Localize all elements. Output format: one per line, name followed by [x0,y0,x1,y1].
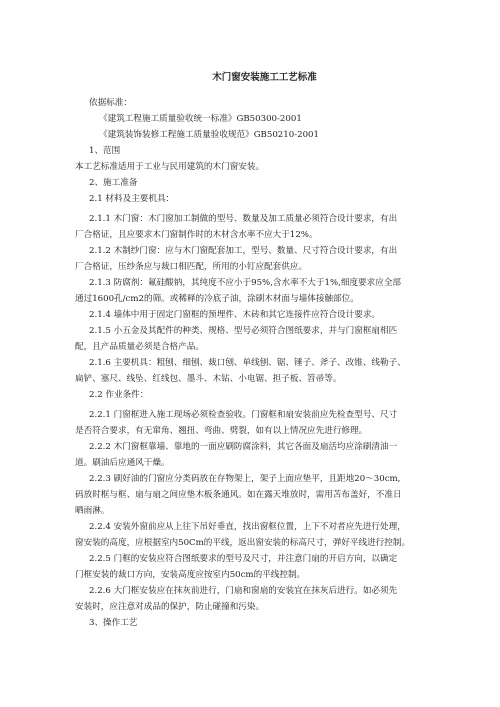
subsection-heading-materials: 2.1 材料及主要机具： [89,194,175,204]
paragraph-2-2-1-cont: 是否符合要求，有无窜角、翘扭、弯曲、劈裂，如有以上情况应先进行修理。 [75,426,368,436]
paragraph-2-2-5-cont: 门框安装的裁口方向，安装高度应按室内50cm的平线控制。 [75,570,306,580]
scope-text: 本工艺标准适用于工业与民用建筑的木门窗安装。 [75,162,265,172]
paragraph-2-1-2: 2.1.2 木制纱门窗：应与木门窗配套加工，型号、数量、尺寸符合设计要求，有出 [89,246,398,256]
section-heading-process: 3、操作工艺 [89,618,138,628]
paragraph-2-1-3: 2.1.3 防腐剂：氟硅酸钠，其纯度不应小于95%,含水率不大于1%,细度要求应全部 [89,278,402,288]
subsection-heading-conditions: 2.2 作业条件： [89,390,149,400]
paragraph-2-2-2-cont: 道。刷油后应通风干燥。 [75,458,170,468]
reference-standard: 《建筑工程施工质量验收统一标准》GB50300-2001 [99,114,302,124]
reference-standard: 《建筑装饰装修工程施工质量验收规范》GB50210-2001 [99,130,319,140]
paragraph-2-1-5: 2.1.5 小五金及其配件的种类、规格、型号必须符合图纸要求，并与门窗框扇相匹 [89,326,398,336]
paragraph-2-1-3-cont: 通过1600孔/cm2的筛。或稀释的冷底子油，涂刷木材面与墙体接触部位。 [75,294,359,304]
basis-label: 依据标准： [89,98,132,108]
paragraph-2-1-6: 2.1.6 主要机具：粗刨、细刨、裁口刨、单线刨、锯、锤子、斧子、改锥、线勒子、 [89,358,406,368]
paragraph-2-2-4: 2.2.4 安装外窗前应从上往下吊好垂直，找出窗框位置，上下不对者应先进行处理， [89,522,406,532]
paragraph-2-2-4-cont: 窗安装的高度，应根据室内50Cm的平线，返出窗安装的标高尺寸，弹好平线进行控制。 [75,538,411,548]
paragraph-2-1-5-cont: 配，且产品质量必须是合格产品。 [75,342,204,352]
paragraph-2-2-3: 2.2.3 刷好油的门窗应分类码放在存物架上，架子上面应垫平，且距地20～30cm, [89,474,401,484]
paragraph-2-2-5: 2.2.5 门框的安装应符合图纸要求的型号及尺寸，并注意门扇的开启方向，以确定 [89,554,398,564]
paragraph-2-2-3-cont: 码放时框与框、扇与扇之间应垫木板条通风。如在露天堆放时，需用苫布盖好，不准日 [75,490,402,500]
paragraph-2-1-1: 2.1.1 木门窗：木门窗加工制做的型号、数量及加工质量必须符合设计要求，有出 [89,214,398,224]
section-heading-scope: 1、范围 [89,146,121,156]
paragraph-2-2-6: 2.2.6 大门框安装应在抹灰前进行，门扇和窗扇的安装宜在抹灰后进行。如必须先 [89,586,398,596]
paragraph-2-2-6-cont: 安装时，应注意对成品的保护，防止碰撞和污染。 [75,602,265,612]
document-title: 木门窗安装施工工艺标准 [212,72,317,83]
paragraph-2-1-4: 2.1.4 墙体中用于固定门窗框的预埋件、木砖和其它连接件应符合设计要求。 [89,310,381,320]
paragraph-2-2-2: 2.2.2 木门窗框靠墙、靠地的一面应刷防腐涂料，其它各面及扇活均应涂刷清油一 [89,442,398,452]
paragraph-2-2-1: 2.2.1 门窗框进入施工现场必须检查验收。门窗框和扇安装前应先检查型号、尺寸 [89,410,398,420]
section-heading-preparation: 2、施工准备 [89,178,138,188]
paragraph-2-1-6-cont: 扁铲、塞尺、线坠、红线包、墨斗、木钻、小电锯、担子板、笤帚等。 [75,374,342,384]
paragraph-2-1-1-cont: 厂合格证，且应要求木门窗制作时的木材含水率不应大于12%。 [75,230,318,240]
paragraph-2-1-2-cont: 厂合格证，压纱条应与裁口相匹配，所用的小钉应配套供应。 [75,262,308,272]
paragraph-2-2-3-cont: 晒雨淋。 [75,506,110,516]
